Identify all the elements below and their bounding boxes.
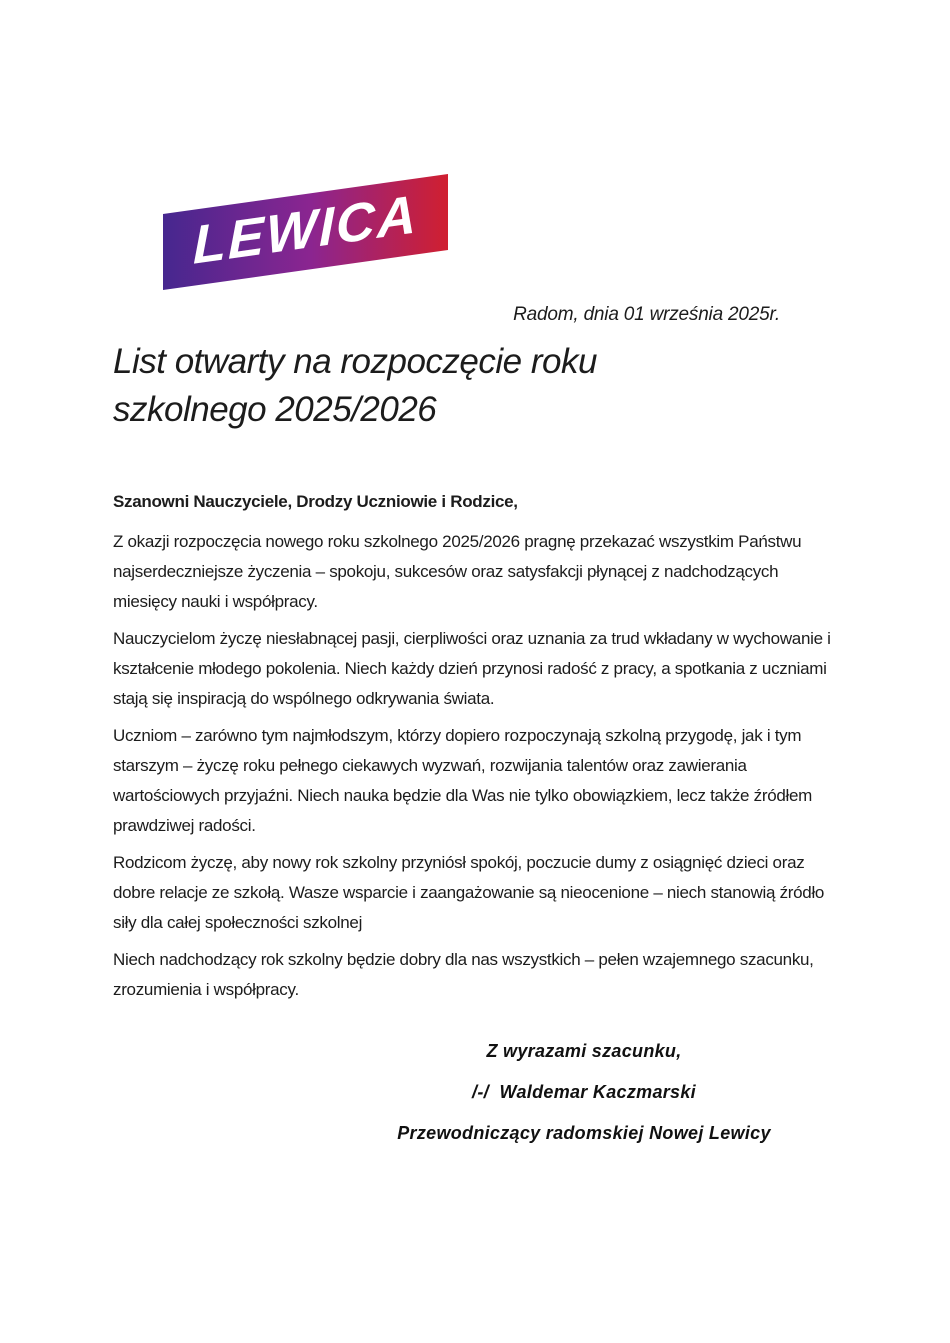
signature-block <box>113 1042 837 1165</box>
dateline: Radom, dnia 01 września 2025r. <box>513 304 780 325</box>
lewica-logo-text: LEWICA <box>193 184 418 276</box>
letter-body <box>113 487 837 1012</box>
letter-paragraph: Nauczycielom życzę niesłabnącej pasji, cierpliwości oraz uznania za trud wkładany w wychowanie i kształcenie młodego pokolenia. Niech każdy dzień przynosi radość z pracy, a spotkania z uczniami stają się inspiracją do wspólnego odkrywania świata. <box>113 629 831 708</box>
letter-paragraph: Niech nadchodzący rok szkolny będzie dobry dla nas wszystkich – pełen wzajemnego szacunku, zrozumienia i współpracy. <box>113 950 814 999</box>
letter-paragraph: Uczniom – zarówno tym najmłodszym, którzy dopiero rozpoczynają szkolną przygodę, jak i tym starszym – życzę roku pełnego ciekawych wyzwań, rozwijania talentów oraz zawierania wartościowych przyjaźni. Niech nauka będzie dla Was nie tylko obowiązkiem, lecz także źródłem prawdziwej radości. <box>113 726 813 835</box>
lewica-logo <box>163 174 448 290</box>
closing-line: Z wyrazami szacunku, <box>486 1041 682 1061</box>
salutation: Szanowni Nauczyciele, Drodzy Uczniowie i Rodzice, <box>113 492 518 511</box>
page-title: List otwarty na rozpoczęcie roku szkolnego 2025/2026 <box>113 342 597 429</box>
letter-paragraph: Rodzicom życzę, aby nowy rok szkolny przyniósł spokój, poczucie dumy z osiągnięć dzieci oraz dobre relacje ze szkołą. Wasze wsparcie i zaangażowanie są nieocenione – niech stanowią źródło siły dla całej społeczności szkolnej <box>113 853 825 932</box>
signature-name: /-/ Waldemar Kaczmarski <box>472 1082 696 1102</box>
signer-title: Przewodniczący radomskiej Nowej Lewicy <box>397 1123 771 1143</box>
letter-paragraph: Z okazji rozpoczęcia nowego roku szkolnego 2025/2026 pragnę przekazać wszystkim Państwu najserdeczniejsze życzenia – spokoju, sukcesów oraz satysfakcji płynącej z nadchodzących miesięcy nauki i współpracy. <box>113 532 802 611</box>
